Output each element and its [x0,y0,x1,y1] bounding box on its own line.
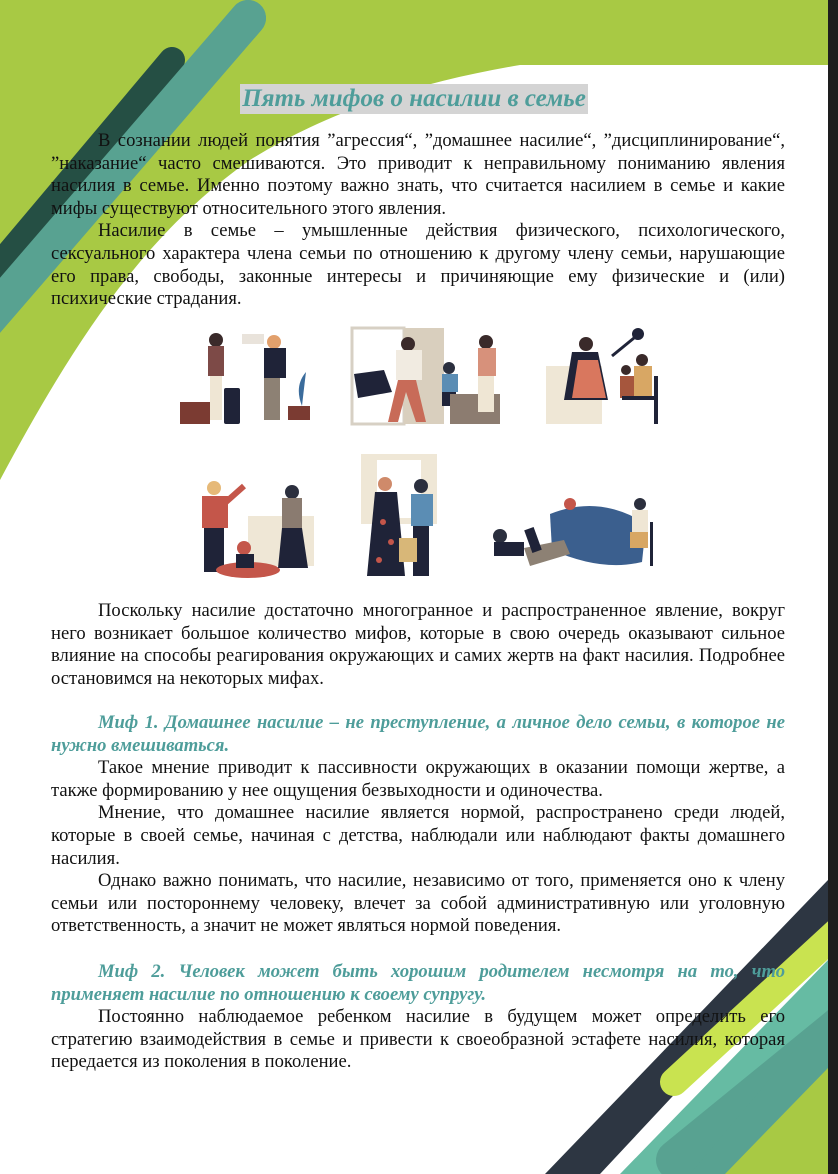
illustration-woman-with-pan [542,326,667,426]
intro-continued [51,600,785,690]
after-images-paragraph: Поскольку насилие достаточно многогранное и распространенное явление, вокруг него возникает большое количество мифов, которые в свою очередь оказывают сильное влияние на способы реагирования окружающих и самих жертв на факт насилия. Подробнее остановимся на некоторых мифах. [51,600,785,689]
illustration-man-falling [480,492,660,578]
illustration-couple-turned-away [355,452,445,582]
myth-1-section [51,712,785,938]
illustration-parent-leaving [350,326,520,426]
myth-2-heading: Миф 2. Человек может быть хорошим родителем несмотря на то, что применяет насилие по отношению к своему супругу. [51,961,785,1005]
intro-paragraph-1: В сознании людей понятия ”агрессия“, ”домашнее насилие“, ”дисциплинирование“, ”наказание“ часто смешиваются. Это приводит к неправильному пониманию явления насилия в семье. Именно поэтому важно знать, что считается насилием в семье и какие мифы существуют относительного этого явления. [51,130,785,219]
intro-section [51,130,785,311]
myth-1-paragraph-3: Однако важно понимать, что насилие, независимо от того, применяется оно к члену семьи или постороннему человеку, влечет за собой административную или уголовную ответственность, а значит не может являться нормой поведения. [51,870,785,937]
illustration-man-yelling [188,478,320,578]
myth-1-paragraph-2: Мнение, что домашнее насилие является нормой, распространено среди людей, которые в своей семье, начиная с детства, наблюдали или наблюдают факты домашнего насилия. [51,802,785,869]
illustration-couple-arguing [176,326,311,426]
page-title: Пять мифов о насилии в семье [242,85,586,112]
page-edge [828,0,838,1174]
myth-2-paragraph-1: Постоянно наблюдаемое ребенком насилие в будущем может определить его стратегию взаимодействия в семье и привести к своеобразной эстафете насилия, которая передается из поколения в поколение. [51,1006,785,1073]
myth-2-section [51,961,785,1074]
myth-1-heading: Миф 1. Домашнее насилие – не преступление, а личное дело семьи, в которое не нужно вмешиваться. [51,712,785,756]
myth-1-paragraph-1: Такое мнение приводит к пассивности окружающих в оказании помощи жертве, а также формированию у нее ощущения безвыходности и одиночества. [51,757,785,801]
intro-paragraph-2: Насилие в семье – умышленные действия физического, психологического, сексуального характера члена семьи по отношению к другому члену семьи, нарушающие его права, свободы, законные интересы и причиняющие ему физические и (или) психические страдания. [51,220,785,310]
title-wrap [0,84,828,114]
